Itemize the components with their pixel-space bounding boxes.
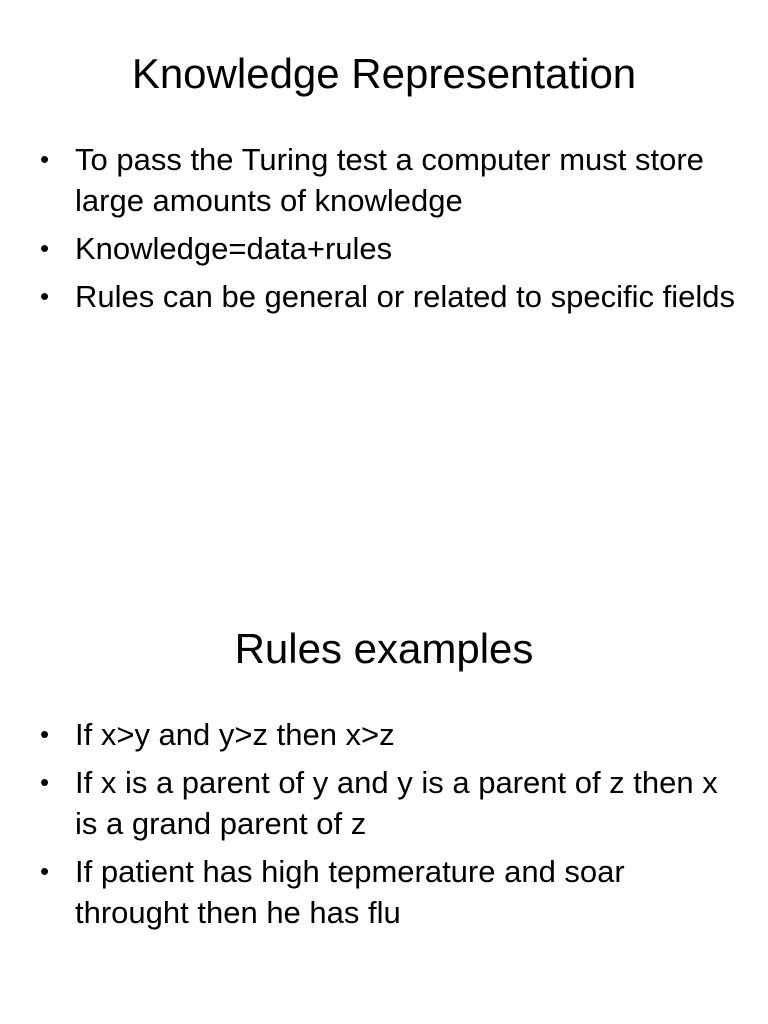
bullet-text: If x>y and y>z then x>z: [75, 717, 395, 752]
slide-rules-examples: [0, 512, 768, 1024]
bullet-list: [0, 714, 768, 940]
bullet-item: [0, 276, 768, 317]
bullet-icon: •: [40, 281, 50, 311]
bullet-icon: •: [40, 856, 50, 886]
bullet-icon: •: [40, 719, 50, 749]
bullet-text: Rules can be general or related to specific fields: [75, 279, 735, 314]
bullet-item: [0, 228, 768, 269]
slide-title: Knowledge Representation: [131, 50, 637, 97]
bullet-item: [0, 714, 768, 755]
bullet-text: Knowledge=data+rules: [75, 231, 393, 266]
bullet-text: If x is a parent of y and y is a parent of z then x is a grand parent of z: [75, 765, 718, 841]
bullet-icon: •: [40, 767, 50, 797]
bullet-text: If patient has high tepmerature and soar throught then he has flu: [75, 854, 625, 930]
slide-title: Rules examples: [234, 625, 534, 672]
bullet-item: [0, 851, 768, 933]
bullet-text: To pass the Turing test a computer must store large amounts of knowledge: [75, 142, 704, 218]
bullet-list: [0, 139, 768, 324]
bullet-icon: •: [40, 144, 50, 174]
bullet-item: [0, 762, 768, 844]
bullet-item: [0, 139, 768, 221]
bullet-icon: •: [40, 233, 50, 263]
